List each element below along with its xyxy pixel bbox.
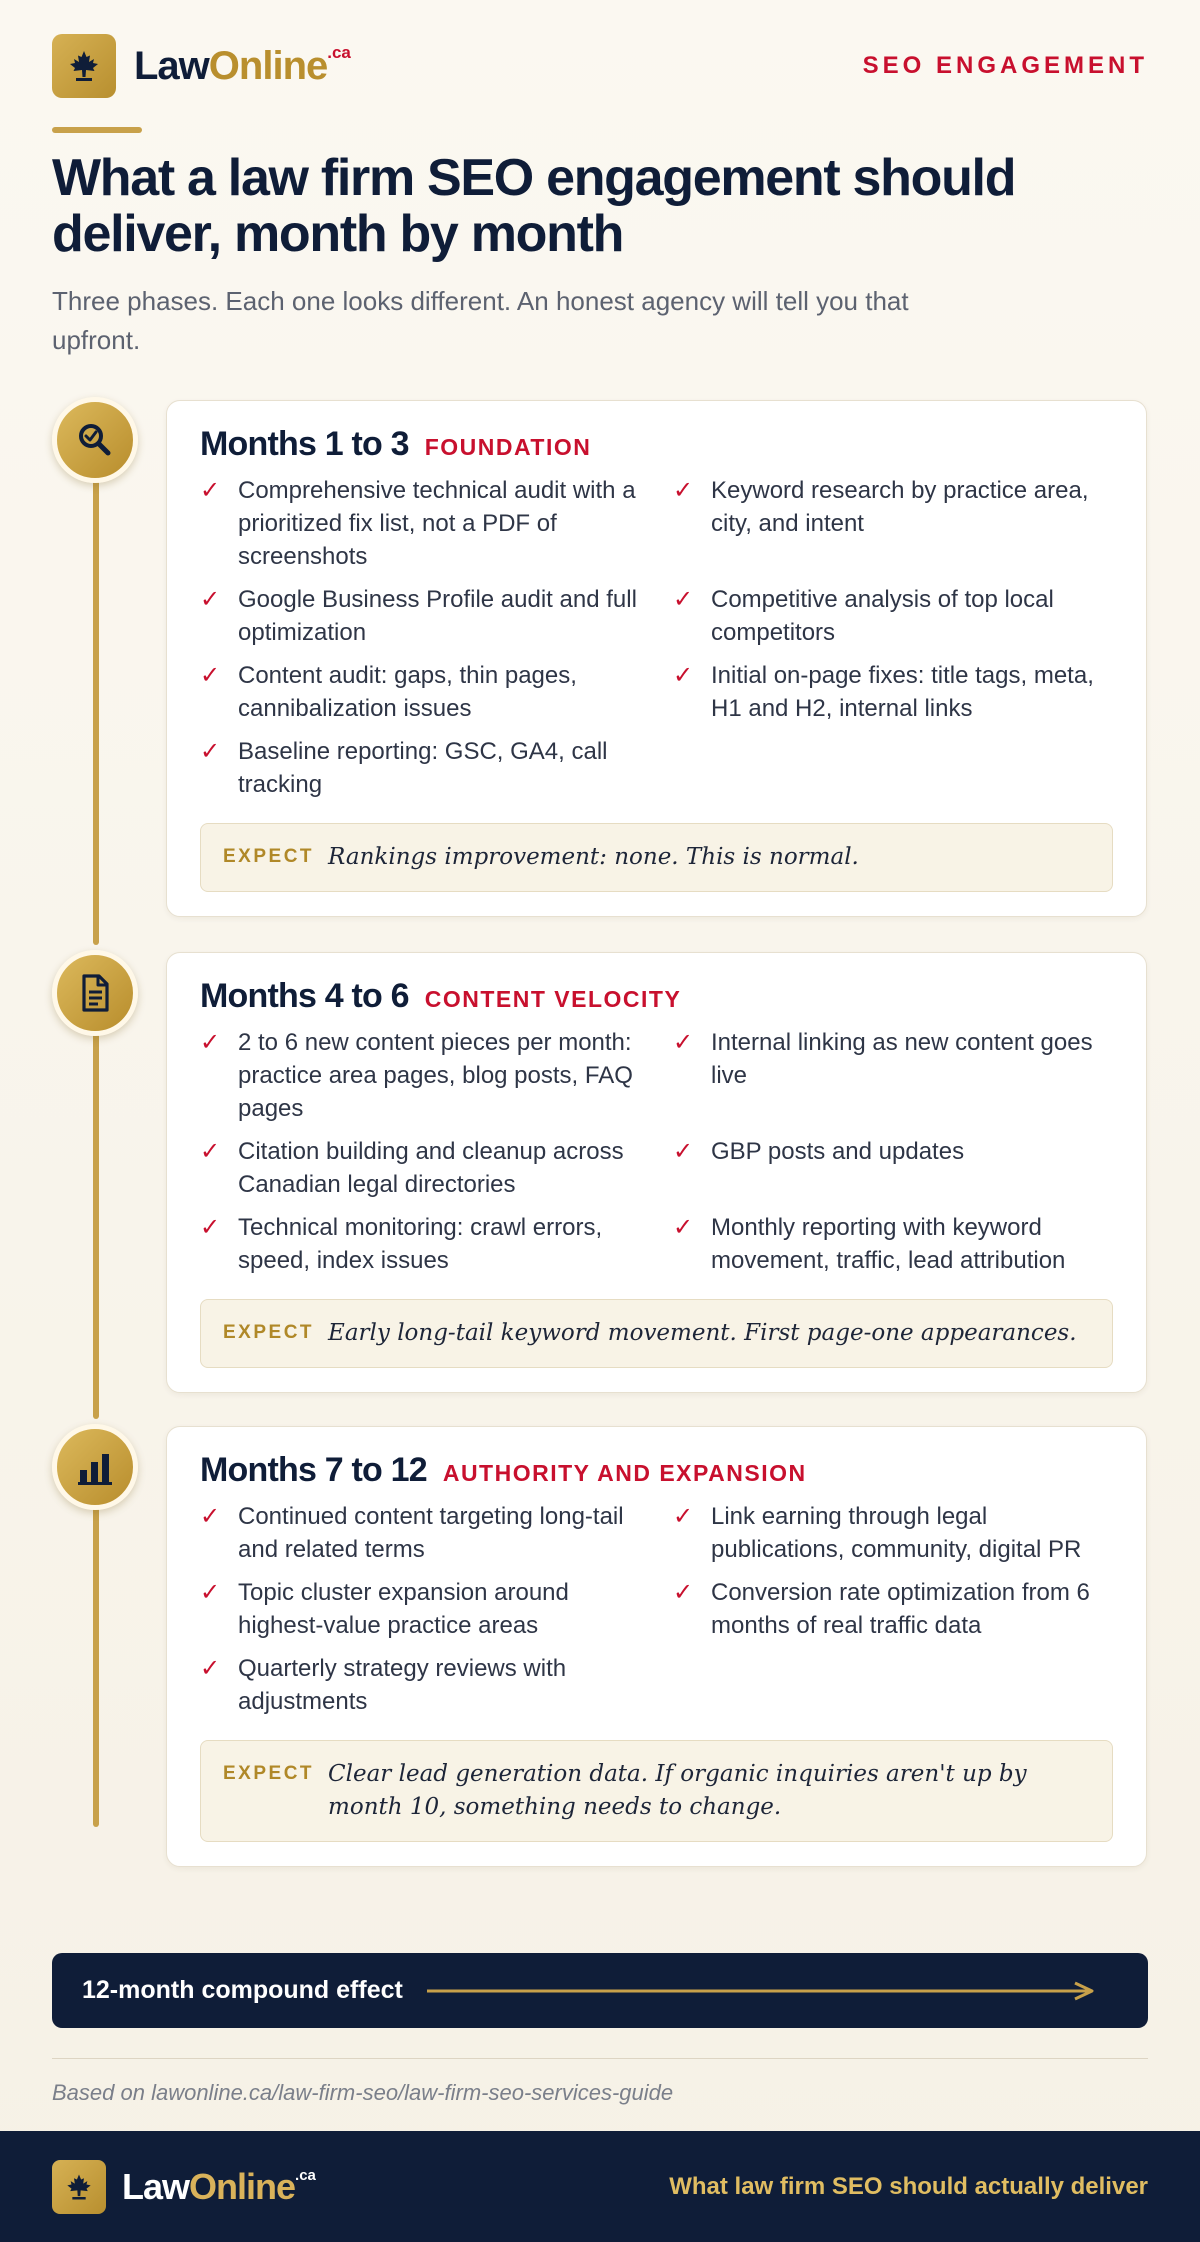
checklist-item: ✓ Quarterly strategy reviews with adjustments [200, 1652, 673, 1718]
checklist-item: ✓ Baseline reporting: GSC, GA4, call tracking [200, 735, 673, 801]
checklist-item: ✓ Content audit: gaps, thin pages, cannibalization issues [200, 659, 673, 725]
check-icon: ✓ [200, 477, 221, 504]
expect-box [200, 1740, 1113, 1842]
timeline-line-3 [93, 1467, 99, 1827]
arrow-right-icon [427, 1981, 1097, 2001]
magnifier-check-icon [52, 397, 138, 483]
maple-leaf-icon [52, 34, 116, 98]
check-icon: ✓ [673, 586, 694, 613]
check-icon: ✓ [673, 1214, 694, 1241]
checklist-item: ✓ Topic cluster expansion around highest-value practice areas [200, 1576, 673, 1642]
check-icon: ✓ [200, 1029, 221, 1056]
header [52, 34, 1148, 98]
expect-label: EXPECT [223, 1322, 315, 1343]
brand-name-part1: Law [122, 2165, 190, 2207]
check-icon: ✓ [200, 1579, 221, 1606]
phase-card-content-velocity [166, 952, 1147, 1393]
checklist-item: ✓ Continued content targeting long-tail and related terms [200, 1500, 673, 1566]
brand-name-part2: Online [189, 2165, 296, 2207]
check-icon: ✓ [673, 1029, 694, 1056]
footer [0, 2131, 1200, 2242]
brand-name-part1: Law [134, 43, 209, 88]
checklist-item: ✓ Citation building and cleanup across Canadian legal directories [200, 1135, 673, 1201]
checklist-item: ✓ Initial on-page fixes: title tags, meta, H1 and H2, internal links [673, 659, 1113, 725]
check-icon: ✓ [673, 1579, 694, 1606]
checklist-item: ✓ Internal linking as new content goes live [673, 1026, 1113, 1125]
check-icon: ✓ [673, 1138, 694, 1165]
expect-text: Clear lead generation data. If organic inquiries aren't up by month 10, something needs to change. [328, 1761, 1027, 1820]
phase-name: AUTHORITY AND EXPANSION [442, 1460, 807, 1486]
compound-effect-banner [52, 1953, 1148, 2028]
check-icon: ✓ [200, 586, 221, 613]
expect-label: EXPECT [223, 1763, 315, 1784]
checklist-item: ✓ GBP posts and updates [673, 1135, 1113, 1201]
checklist-item: ✓ Conversion rate optimization from 6 months of real traffic data [673, 1576, 1113, 1642]
divider [52, 2058, 1148, 2059]
checklist-item: ✓ 2 to 6 new content pieces per month: practice area pages, blog posts, FAQ pages [200, 1026, 673, 1125]
timeline-line-1 [93, 440, 99, 945]
brand-name-part2: Online [208, 43, 328, 88]
expect-text: Early long-tail keyword movement. First page-one appearances. [328, 1320, 1077, 1346]
expect-label: EXPECT [223, 846, 315, 867]
checklist-item: ✓ Technical monitoring: crawl errors, speed, index issues [200, 1211, 673, 1277]
checklist-item: ✓ Google Business Profile audit and full optimization [200, 583, 673, 649]
bar-chart-icon [52, 1424, 138, 1510]
check-icon: ✓ [200, 1503, 221, 1530]
footer-tagline: What law firm SEO should actually deliver [669, 2172, 1148, 2200]
phase-card-foundation [166, 400, 1147, 917]
accent-rule [52, 127, 142, 133]
brand-logo[interactable] [52, 34, 351, 98]
expect-box [200, 823, 1113, 892]
brand-tld: .ca [295, 2166, 316, 2184]
document-icon [52, 950, 138, 1036]
source-citation: Based on lawonline.ca/law-firm-seo/law-firm-seo-services-guide [52, 2080, 674, 2105]
checklist-item: ✓ Link earning through legal publications, community, digital PR [673, 1500, 1113, 1566]
check-icon: ✓ [200, 1214, 221, 1241]
maple-leaf-icon [52, 2160, 106, 2214]
phase-months: Months 4 to 6 [200, 977, 409, 1015]
expect-text: Rankings improvement: none. This is normal. [328, 844, 859, 870]
footer-brand-logo[interactable] [52, 2160, 316, 2214]
phase-months: Months 1 to 3 [200, 425, 409, 463]
check-icon: ✓ [200, 1655, 221, 1682]
phase-name: FOUNDATION [424, 434, 592, 460]
page-title: What a law firm SEO engagement should deliver, month by month [52, 149, 1016, 263]
header-tag: SEO ENGAGEMENT [862, 52, 1148, 79]
checklist-item: ✓ Comprehensive technical audit with a prioritized fix list, not a PDF of screenshots [200, 474, 673, 573]
expect-box [200, 1299, 1113, 1368]
checklist-item: ✓ Keyword research by practice area, city, and intent [673, 474, 1113, 573]
check-icon: ✓ [673, 477, 694, 504]
check-icon: ✓ [673, 662, 694, 689]
page-subtitle: Three phases. Each one looks different. An honest agency will tell you that upfront. [52, 286, 909, 355]
banner-text: 12-month compound effect [82, 1976, 403, 2004]
timeline-line-2 [93, 993, 99, 1419]
phase-name: CONTENT VELOCITY [424, 986, 682, 1012]
check-icon: ✓ [200, 662, 221, 689]
checklist-item: ✓ Monthly reporting with keyword movement, traffic, lead attribution [673, 1211, 1113, 1277]
check-icon: ✓ [200, 1138, 221, 1165]
check-icon: ✓ [200, 738, 221, 765]
check-icon: ✓ [673, 1503, 694, 1530]
phase-months: Months 7 to 12 [200, 1451, 427, 1489]
phase-card-authority [166, 1426, 1147, 1867]
brand-tld: .ca [327, 43, 351, 63]
checklist-item: ✓ Competitive analysis of top local competitors [673, 583, 1113, 649]
